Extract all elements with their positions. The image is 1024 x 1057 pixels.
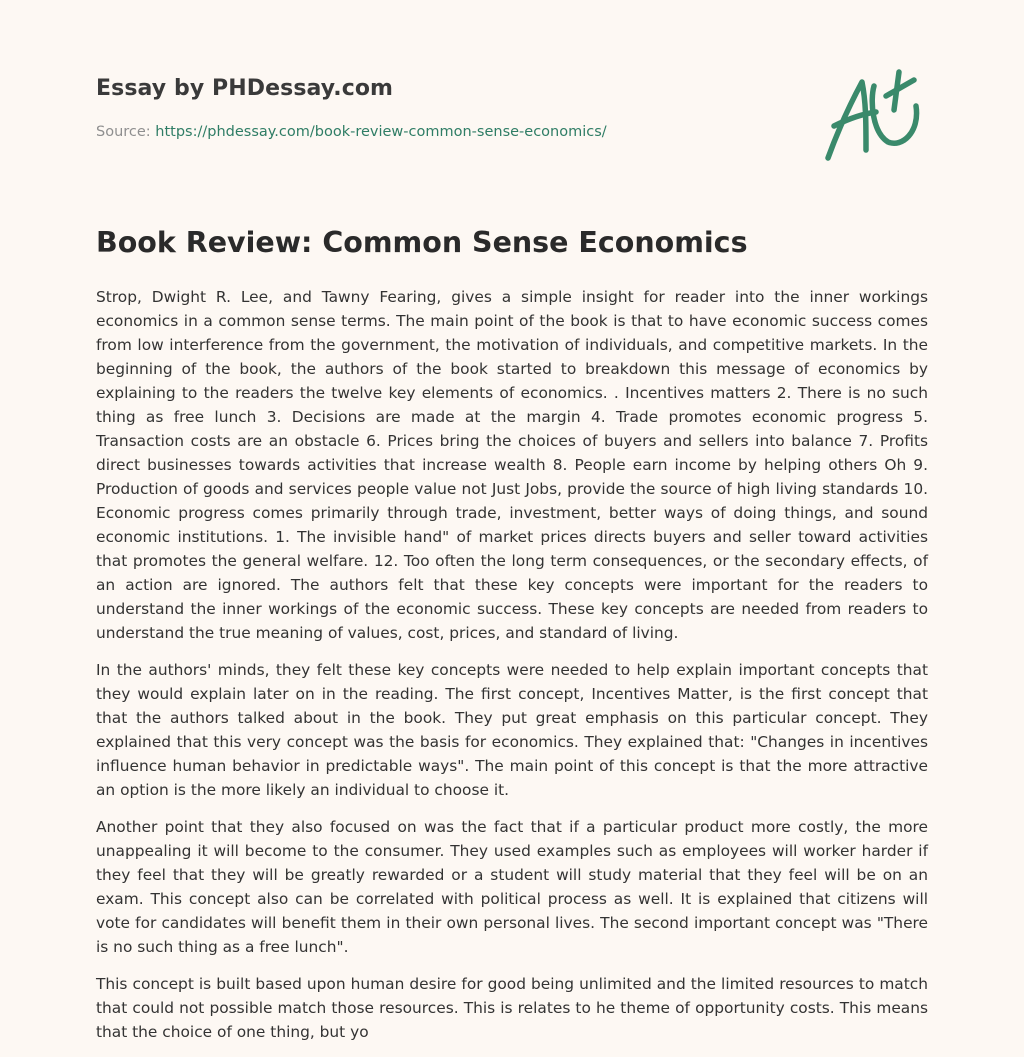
source-link[interactable]: https://phdessay.com/book-review-common-sense-economics/ [155, 124, 607, 140]
paragraph: This concept is built based upon human desire for good being unlimited and the limited resources to match that could not possible match those resources. This is relates to he theme of opportunity costs. This means that the choice of one thing, but yo [96, 975, 928, 1041]
article-title: Book Review: Common Sense Economics [96, 226, 748, 259]
a-plus-grade-icon [822, 68, 926, 166]
article-body [96, 285, 928, 1057]
paragraph: In the authors' minds, they felt these key concepts were needed to help explain important concepts that they would explain later on in the reading. The first concept, Incentives Matter, is the first concept that that the authors talked about in the book. They put great emphasis on this particular concept. They explained that this very concept was the basis for economics. They explained that: "Changes in incentives influence human behavior in predictable ways". The main point of this concept is that the more attractive an option is the more likely an individual to choose it. [96, 661, 928, 799]
source-label: Source: [96, 124, 151, 140]
source-line [96, 124, 607, 140]
site-brand: Essay by PHDessay.com [96, 76, 394, 101]
paragraph: Strop, Dwight R. Lee, and Tawny Fearing, gives a simple insight for reader into the inner workings economics in a common sense terms. The main point of the book is that to have economic success comes from low interference from the government, the motivation of individuals, and competitive markets. In the beginning of the book, the authors of the book started to breakdown this message of economics by explaining to the readers the twelve key elements of economics. . Incentives matters 2. There is no such thing as free lunch 3. Decisions are made at the margin 4. Trade promotes economic progress 5. Transaction costs are an obstacle 6. Prices bring the choices of buyers and sellers into balance 7. Profits direct businesses towards activities that increase wealth 8. People earn income by helping others Oh 9. Production of goods and services people value not Just Jobs, provide the source of high living standards 10. Economic progress comes primarily through trade, investment, better ways of doing things, and sound economic institutions. 1. The invisible hand" of market prices directs buyers and seller toward activities that promotes the general welfare. 12. Too often the long term consequences, or the secondary effects, of an action are ignored. The authors felt that these key concepts were important for the readers to understand the inner workings of the economic success. These key concepts are needed from readers to understand the true meaning of values, cost, prices, and standard of living. [96, 288, 928, 642]
paragraph: Another point that they also focused on was the fact that if a particular product more costly, the more unappealing it will become to the consumer. They used examples such as employees will worker harder if they feel that they will be greatly rewarded or a student will study material that they feel will be on an exam. This concept also can be correlated with political process as well. It is explained that citizens will vote for candidates will benefit them in their own personal lives. The second important concept was "There is no such thing as a free lunch". [96, 818, 928, 956]
